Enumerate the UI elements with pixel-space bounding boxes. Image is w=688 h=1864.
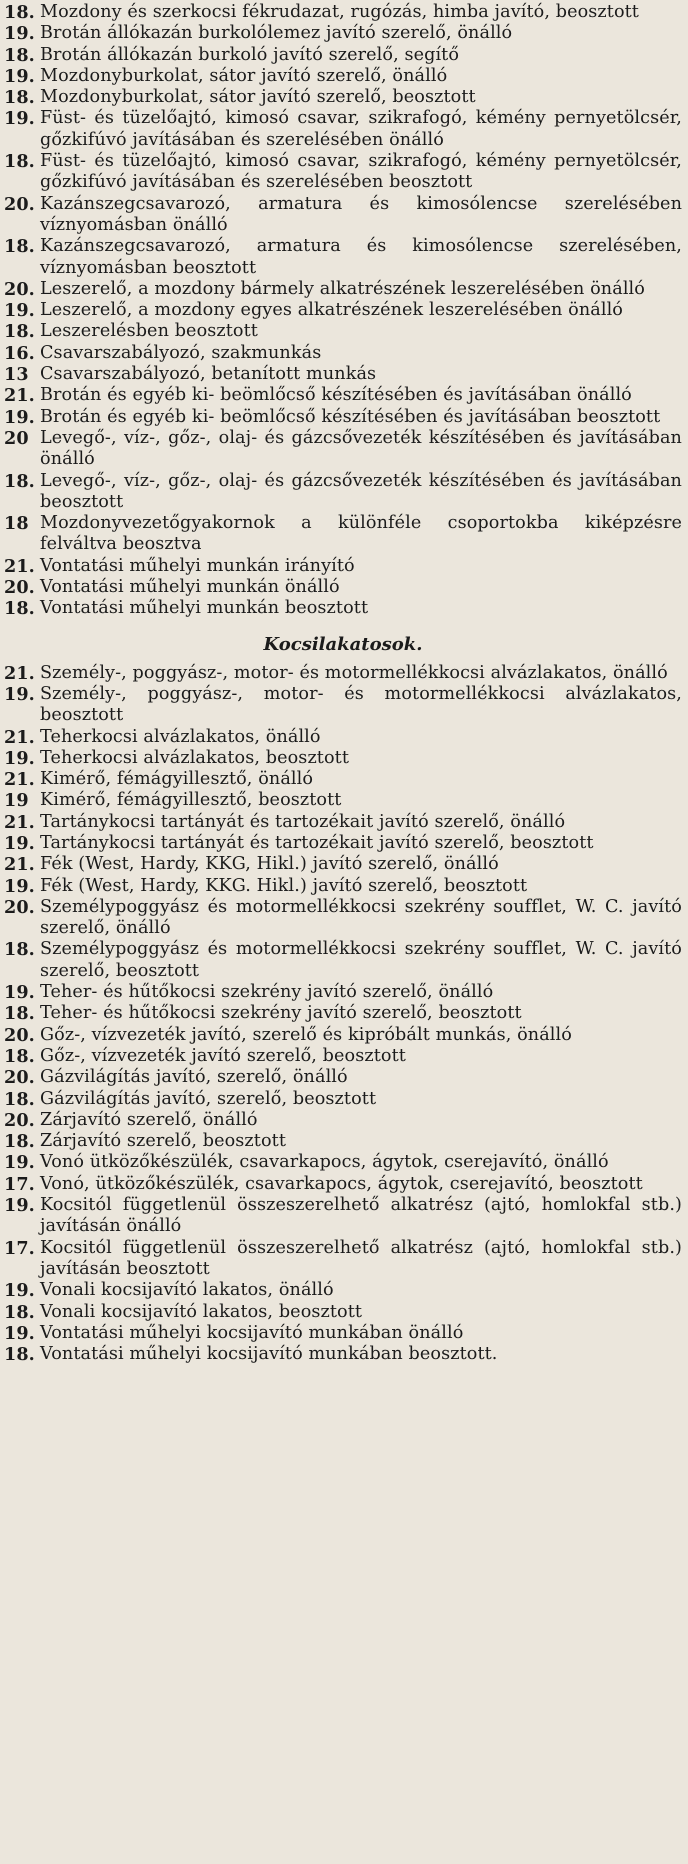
job-description: Vontatási műhelyi munkán beosztott: [40, 598, 369, 619]
job-description: Gázvilágítás javító, szerelő, beosztott: [40, 1088, 377, 1109]
list-item: [4, 343, 682, 364]
grade-number: 19.: [4, 108, 35, 130]
list-item: [4, 1003, 682, 1024]
grade-number: 18.: [4, 87, 35, 109]
list-item: [4, 1195, 682, 1238]
grade-number: 18.: [4, 939, 35, 961]
job-description: Vontatási műhelyi munkán önálló: [40, 577, 340, 598]
job-description: Leszerelő, a mozdony egyes alkatrészének leszerelésében önálló: [40, 300, 623, 321]
list-item: [4, 385, 682, 406]
list-item: [4, 236, 682, 279]
grade-number: 18.: [4, 1131, 35, 1153]
list-item: [4, 1025, 682, 1046]
list-item: [4, 513, 682, 556]
list-item: [4, 939, 682, 982]
list-item: [4, 1067, 682, 1088]
grade-number: 18.: [4, 2, 35, 23]
grade-number: 20.: [4, 278, 35, 300]
job-description: Kocsitól függetlenül összeszerelhető alkatrész (ajtó, homlokfal stb.) javításán önálló: [40, 1195, 682, 1237]
list-item: [4, 1344, 682, 1365]
job-description: Zárjavító szerelő, önálló: [40, 1109, 258, 1130]
grade-number: 18.: [4, 321, 35, 343]
list-item: [4, 1280, 682, 1301]
grade-number: 20.: [4, 1109, 35, 1131]
list-item: [4, 556, 682, 577]
job-description: Fék (West, Hardy, KKG. Hikl.) javító szerelő, beosztott: [40, 875, 528, 896]
list-item: [4, 684, 682, 727]
list-item: [4, 727, 682, 748]
job-description: Brotán és egyéb ki- beömlőcső készítésében és javításában önálló: [40, 385, 632, 406]
grade-number: 17.: [4, 1173, 35, 1195]
job-description: Mozdonyvezetőgyakornok a különféle csoportokba kiképzésre felváltva beosztva: [40, 513, 682, 555]
list-item: [4, 108, 682, 151]
grade-number: 19.: [4, 406, 35, 428]
list-item: [4, 364, 682, 385]
grade-number: 19.: [4, 1322, 35, 1344]
grade-number: 21.: [4, 854, 35, 876]
grade-number: 19: [4, 790, 29, 812]
grade-number: 18.: [4, 151, 35, 173]
job-description: Vontatási műhelyi munkán irányító: [40, 555, 355, 576]
grade-number: 18.: [4, 1045, 35, 1067]
list-item: [4, 769, 682, 790]
list-item: [4, 300, 682, 321]
job-description: Kazánszegcsavarozó, armatura és kimosólencse szerelésében víznyomásban önálló: [40, 193, 682, 235]
job-description: Teherkocsi alvázlakatos, beosztott: [40, 747, 350, 768]
grade-number: 20.: [4, 896, 35, 918]
list-item: [4, 812, 682, 833]
job-description: Mozdony és szerkocsi fékrudazat, rugózás, himba javító, beosztott: [40, 2, 639, 22]
list-item: [4, 833, 682, 854]
job-description: Kazánszegcsavarozó, armatura és kimosólencse szerelésében, víznyomásban beosztott: [40, 236, 682, 278]
job-description: Vonó, ütközőkészülék, csavarkapocs, ágytok, cserejavító, beosztott: [40, 1173, 643, 1194]
grade-number: 18.: [4, 598, 35, 620]
job-description: Vonó ütközőkészülék, csavarkapocs, ágytok, cserejavító, önálló: [40, 1152, 609, 1173]
list-item: [4, 1174, 682, 1195]
job-description: Személypoggyász és motormellékkocsi szekrény soufflet, W. C. javító szerelő, önálló: [40, 896, 682, 939]
job-description: Csavarszabályozó, szakmunkás: [40, 342, 322, 363]
list-item: [4, 321, 682, 342]
grade-number: 18.: [4, 44, 35, 66]
list-item: [4, 428, 682, 471]
grade-number: 20.: [4, 577, 35, 599]
job-description: Tartánykocsi tartányát és tartozékait javító szerelő, beosztott: [40, 832, 594, 853]
grade-number: 18.: [4, 470, 35, 492]
job-description: Levegő-, víz-, gőz-, olaj- és gázcsővezeték készítésében és javításában önálló: [40, 427, 682, 470]
list-item: [4, 407, 682, 428]
grade-number: 18.: [4, 1088, 35, 1110]
grade-number: 20.: [4, 1067, 35, 1089]
grade-number: 20.: [4, 193, 35, 215]
grade-number: 19.: [4, 982, 35, 1004]
grade-number: 18.: [4, 236, 35, 258]
list-item: [4, 598, 682, 619]
grade-number: 19.: [4, 875, 35, 897]
job-description: Leszerelő, a mozdony bármely alkatrészének leszerelésében önálló: [40, 278, 645, 299]
grade-number: 20.: [4, 1024, 35, 1046]
grade-number: 19.: [4, 23, 35, 45]
grade-number: 19.: [4, 683, 35, 705]
grade-number: 21.: [4, 811, 35, 833]
job-description: Mozdonyburkolat, sátor javító szerelő, beosztott: [40, 87, 476, 108]
job-description: Teherkocsi alvázlakatos, önálló: [40, 726, 321, 747]
grade-number: 21.: [4, 385, 35, 407]
grade-number: 21.: [4, 662, 35, 684]
job-description: Gőz-, vízvezeték javító szerelő, beosztott: [40, 1045, 406, 1066]
job-description: Füst- és tüzelőajtó, kimosó csavar, szikrafogó, kémény pernyetölcsér, gőzkifúvó javításában és szerelésében beosztott: [40, 151, 682, 193]
section-title: Kocsilakatosok.: [263, 633, 423, 655]
list-item: [4, 23, 682, 44]
job-description: Teher- és hűtőkocsi szekrény javító szerelő, beosztott: [40, 1003, 522, 1024]
job-description: Mozdonyburkolat, sátor javító szerelő, önálló: [40, 65, 448, 86]
job-description: Személypoggyász és motormellékkocsi szekrény soufflet, W. C. javító szerelő, beosztott: [40, 939, 682, 981]
list-item: [4, 66, 682, 87]
grade-number: 19.: [4, 1152, 35, 1174]
grade-number: 18: [4, 513, 29, 535]
grade-number: 21.: [4, 769, 35, 791]
grade-number: 21.: [4, 555, 35, 577]
list-item: [4, 982, 682, 1003]
grade-number: 16.: [4, 342, 35, 364]
list-item: [4, 1152, 682, 1173]
grade-number: 19.: [4, 65, 35, 87]
job-description: Vontatási műhelyi kocsijavító munkában beosztott.: [40, 1344, 498, 1365]
grade-number: 17.: [4, 1237, 35, 1259]
list-item: [4, 471, 682, 514]
job-description: Vonali kocsijavító lakatos, beosztott: [40, 1301, 363, 1322]
list-item: [4, 1046, 682, 1067]
grade-number: 18.: [4, 1003, 35, 1025]
job-description: Tartánykocsi tartányát és tartozékait javító szerelő, önálló: [40, 811, 566, 832]
list-item: [4, 876, 682, 897]
grade-number: 18.: [4, 1344, 35, 1366]
job-description: Gázvilágítás javító, szerelő, önálló: [40, 1067, 348, 1088]
grade-number: 19.: [4, 832, 35, 854]
job-description: Gőz-, vízvezeték javító, szerelő és kipróbált munkás, önálló: [40, 1024, 572, 1045]
job-description: Brotán és egyéb ki- beömlőcső készítésében és javításában beosztott: [40, 406, 661, 427]
job-description: Leszerelésben beosztott: [40, 321, 258, 342]
job-description: Vontatási műhelyi kocsijavító munkában önálló: [40, 1322, 464, 1343]
grade-number: 21.: [4, 726, 35, 748]
list-item: [4, 1238, 682, 1281]
grade-number: 13: [4, 364, 29, 386]
job-description: Fék (West, Hardy, KKG, Hikl.) javító szerelő, önálló: [40, 854, 499, 875]
grade-number: 18.: [4, 1301, 35, 1323]
job-description: Brotán állókazán burkolólemez javító szerelő, önálló: [40, 23, 513, 44]
job-description: Kocsitól függetlenül összeszerelhető alkatrész (ajtó, homlokfal stb.) javításán beosztott: [40, 1237, 682, 1279]
list-item: [4, 1323, 682, 1344]
list-item: [4, 45, 682, 66]
job-description: Vonali kocsijavító lakatos, önálló: [40, 1280, 334, 1301]
list-item: [4, 1089, 682, 1110]
list-item: [4, 897, 682, 940]
job-description: Csavarszabályozó, betanított munkás: [40, 364, 377, 385]
list-item: [4, 854, 682, 875]
job-description: Kimérő, fémágyillesztő, önálló: [40, 769, 314, 790]
grade-number: 19.: [4, 300, 35, 322]
list-item: [4, 577, 682, 598]
job-description: Személy-, poggyász-, motor- és motormellékkocsi alvázlakatos, beosztott: [40, 683, 682, 726]
wage-list-section: [4, 2, 682, 620]
job-description: Kimérő, fémágyillesztő, beosztott: [40, 790, 342, 811]
list-item: [4, 1110, 682, 1131]
job-description: Személy-, poggyász-, motor- és motormellékkocsi alvázlakatos, önálló: [40, 662, 668, 683]
list-item: [4, 1131, 682, 1152]
list-item: [4, 748, 682, 769]
list-item: [4, 87, 682, 108]
grade-number: 19.: [4, 1195, 35, 1217]
list-item: [4, 790, 682, 811]
grade-number: 19.: [4, 747, 35, 769]
job-description: Levegő-, víz-, gőz-, olaj- és gázcsővezeték készítésében és javításában beosztott: [40, 470, 682, 512]
list-item: [4, 1302, 682, 1323]
list-item: [4, 151, 682, 194]
list-item: [4, 2, 682, 23]
job-description: Brotán állókazán burkoló javító szerelő, segítő: [40, 44, 460, 65]
grade-number: 20: [4, 427, 29, 449]
wage-list-section: [4, 663, 682, 1366]
list-item: [4, 279, 682, 300]
job-description: Füst- és tüzelőajtó, kimosó csavar, szikrafogó, kémény pernyetölcsér, gőzkifúvó javításában és szerelésében önálló: [40, 108, 682, 150]
job-description: Teher- és hűtőkocsi szekrény javító szerelő, önálló: [40, 982, 494, 1003]
list-item: [4, 663, 682, 684]
grade-number: 19.: [4, 1280, 35, 1302]
job-description: Zárjavító szerelő, beosztott: [40, 1131, 286, 1152]
list-item: [4, 194, 682, 237]
